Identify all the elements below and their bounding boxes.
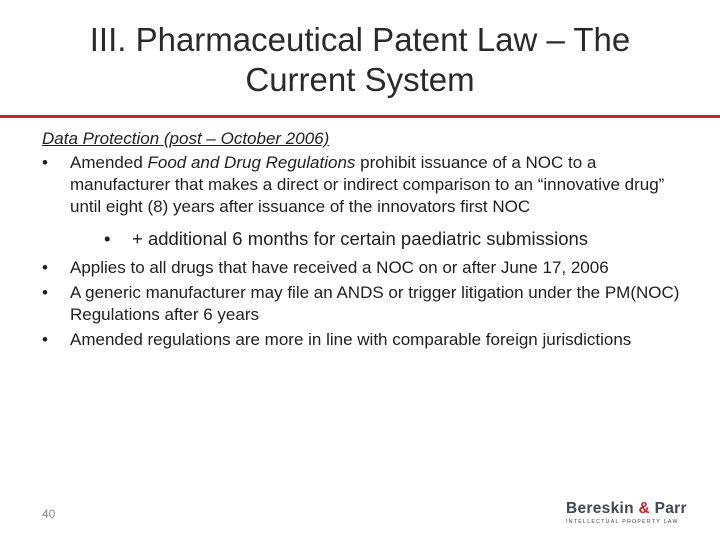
bullet-marker: • [42, 283, 48, 302]
logo-name-part2: Parr [654, 500, 687, 517]
logo-ampersand: & [638, 500, 650, 517]
slide-title [20, 20, 700, 100]
page-number: 40 [42, 507, 56, 521]
sub-bullet-item-paediatric [104, 226, 652, 251]
bullet-text-post: prohibit issuance of a NOC to a manufacturer that makes a direct or indirect comparison to an “innovative drug” until eight (8) years after issuance of the innovators first NOC [70, 153, 665, 216]
bullet-marker: • [42, 258, 48, 277]
bullet-text: Amended regulations are more in line with comparable foreign jurisdictions [70, 330, 632, 349]
slide-title-line1: III. Pharmaceutical Patent Law – The [89, 21, 631, 58]
bullet-text-pre: Amended [70, 153, 148, 172]
bullet-marker: • [42, 330, 48, 349]
bullet-list [42, 152, 682, 351]
bullet-text: A generic manufacturer may file an ANDS or trigger litigation under the PM(NOC) Regulations after 6 years [70, 283, 680, 324]
bullet-text-italic: Food and Drug Regulations [147, 153, 356, 172]
bullet-marker: • [42, 153, 48, 172]
sub-bullet-text: + additional 6 months for certain paediatric submissions [132, 228, 589, 249]
bullet-item-amended-regulations [42, 329, 682, 351]
section-heading: Data Protection (post – October 2006) [42, 129, 330, 148]
logo-wordmark [566, 500, 688, 518]
bullet-text: Applies to all drugs that have received a NOC on or after June 17, 2006 [70, 258, 609, 277]
bullet-marker: • [104, 228, 111, 249]
slide-title-line2: Current System [245, 61, 475, 98]
logo-tagline: INTELLECTUAL PROPERTY LAW [566, 519, 679, 525]
title-divider [0, 115, 720, 118]
logo-name-part1: Bereskin [566, 500, 634, 517]
bullet-item-generic-manufacturer [42, 282, 682, 326]
bullet-item-food-drug-regulations [42, 152, 682, 218]
slide-body [42, 128, 682, 354]
company-logo [566, 500, 688, 525]
bullet-item-applies [42, 257, 682, 279]
